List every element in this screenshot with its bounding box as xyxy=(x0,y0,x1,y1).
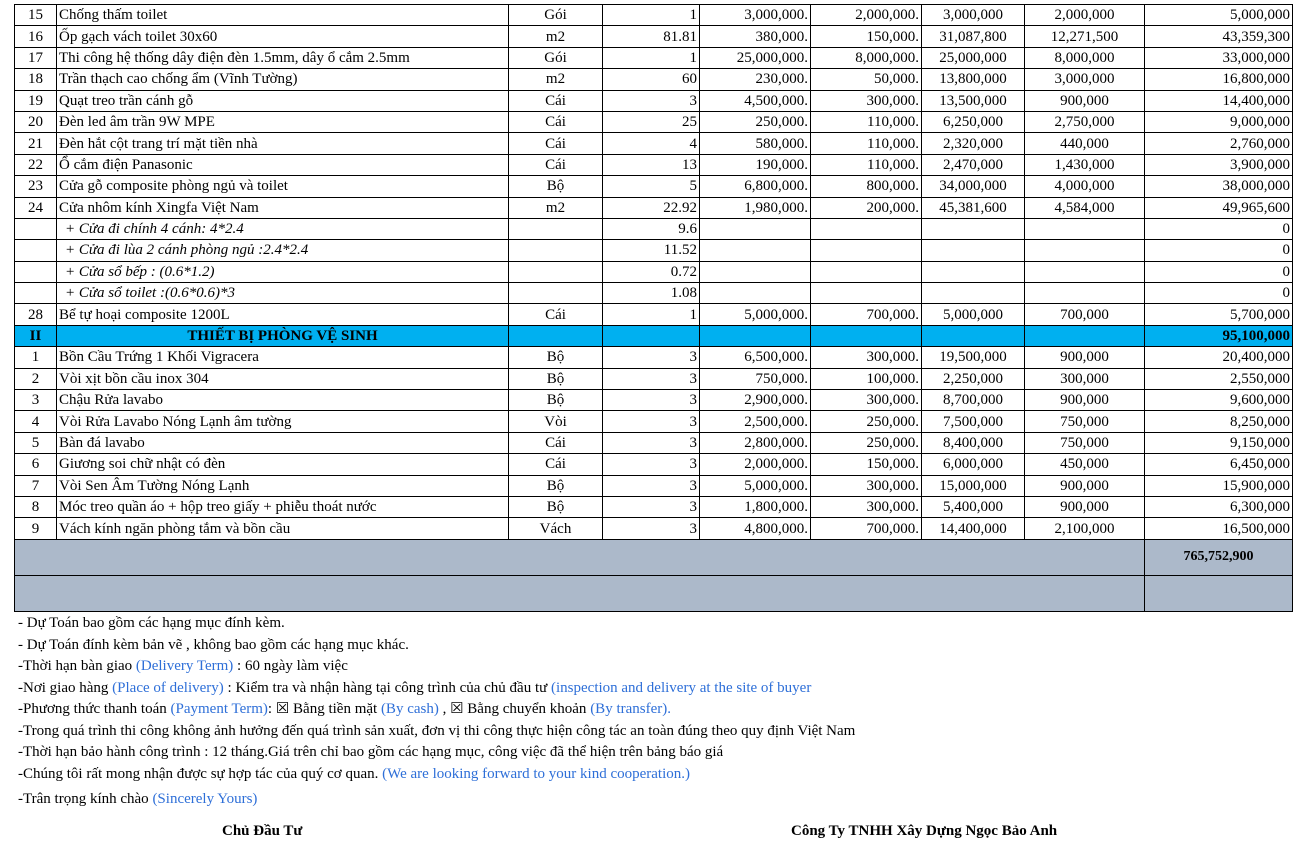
note-payment-term xyxy=(18,699,855,721)
note-text: : ☒ Bằng tiền mặt xyxy=(267,701,381,717)
cell-material-price: 230,000. xyxy=(700,69,811,90)
note-text: -Phương thức thanh toán xyxy=(18,701,171,717)
cell-material-total: 8,700,000 xyxy=(922,390,1025,411)
cell-labor-total xyxy=(1025,325,1145,346)
cell-labor-price xyxy=(811,283,922,304)
cell-stt: 20 xyxy=(15,111,57,132)
cell-total: 6,450,000 xyxy=(1145,454,1293,475)
note-text: - Dự Toán bao gồm các hạng mục đính kèm. xyxy=(18,615,285,631)
note-text-en: (Payment Term) xyxy=(170,701,268,717)
cell-material-price: 250,000. xyxy=(700,111,811,132)
note-line xyxy=(18,635,855,657)
cell-labor-price: 300,000. xyxy=(811,496,922,517)
cell-item-name: Thi công hệ thống dây điện đèn 1.5mm, dây ổ cắm 2.5mm xyxy=(57,47,509,68)
cell-total: 9,150,000 xyxy=(1145,432,1293,453)
grand-total-value: 765,752,900 xyxy=(1145,539,1293,575)
cell-item-name: Vòi Sen Âm Tường Nóng Lạnh xyxy=(57,475,509,496)
cell-item-name: + Cửa đi chính 4 cánh: 4*2.4 xyxy=(57,218,509,239)
cell-unit xyxy=(509,261,603,282)
cell-item-name: Cửa nhôm kính Xingfa Việt Nam xyxy=(57,197,509,218)
cell-material-total: 13,800,000 xyxy=(922,69,1025,90)
note-text: -Trong quá trình thi công không ảnh hưởng đến quá trình sản xuất, đơn vị thi công thực hiện công tác an toàn đúng theo quy định Việt Nam xyxy=(18,722,856,739)
cell-labor-total: 900,000 xyxy=(1025,475,1145,496)
cell-labor-total: 3,000,000 xyxy=(1025,69,1145,90)
cell-qty: 1 xyxy=(603,5,700,26)
cell-material-total: 31,087,800 xyxy=(922,26,1025,47)
cell-material-price: 2,900,000. xyxy=(700,390,811,411)
cell-qty: 3 xyxy=(603,390,700,411)
cell-labor-price: 50,000. xyxy=(811,69,922,90)
cell-qty: 11.52 xyxy=(603,240,700,261)
cell-labor-price: 700,000. xyxy=(811,304,922,325)
cell-material-total: 19,500,000 xyxy=(922,347,1025,368)
cell-stt: 24 xyxy=(15,197,57,218)
cell-labor-total: 300,000 xyxy=(1025,368,1145,389)
cell-qty: 9.6 xyxy=(603,218,700,239)
table-row xyxy=(15,176,1293,197)
cell-labor-price: 110,000. xyxy=(811,111,922,132)
cell-material-price: 2,000,000. xyxy=(700,454,811,475)
cell-qty: 60 xyxy=(603,69,700,90)
note-text-en: (We are looking forward to your kind cooperation.) xyxy=(382,765,691,782)
cell-total: 49,965,600 xyxy=(1145,197,1293,218)
cell-material-price: 1,980,000. xyxy=(700,197,811,218)
cell-material-total: 6,000,000 xyxy=(922,454,1025,475)
table-row xyxy=(15,496,1293,517)
cell-material-total: 7,500,000 xyxy=(922,411,1025,432)
table-row xyxy=(15,154,1293,175)
note-closing xyxy=(18,789,855,811)
cell-total: 9,600,000 xyxy=(1145,390,1293,411)
cell-labor-total: 900,000 xyxy=(1025,90,1145,111)
cell-stt: 21 xyxy=(15,133,57,154)
cell-labor-price: 150,000. xyxy=(811,26,922,47)
cell-stt: 22 xyxy=(15,154,57,175)
cell-stt: 18 xyxy=(15,69,57,90)
note-text: : Kiểm tra và nhận hàng tại công trình của chủ đầu tư xyxy=(223,679,551,696)
cell-labor-price: 300,000. xyxy=(811,90,922,111)
cell-labor-total: 1,430,000 xyxy=(1025,154,1145,175)
table-row xyxy=(15,69,1293,90)
cell-total: 14,400,000 xyxy=(1145,90,1293,111)
cell-stt: 16 xyxy=(15,26,57,47)
cell-stt: 8 xyxy=(15,496,57,517)
cell-total: 38,000,000 xyxy=(1145,176,1293,197)
note-place-of-delivery xyxy=(18,678,855,700)
cell-labor-price: 110,000. xyxy=(811,133,922,154)
cell-labor-total: 750,000 xyxy=(1025,411,1145,432)
cell-labor-total: 440,000 xyxy=(1025,133,1145,154)
table-subrow xyxy=(15,218,1293,239)
cell-labor-price xyxy=(811,218,922,239)
cell-material-price: 580,000. xyxy=(700,133,811,154)
cell-stt xyxy=(15,218,57,239)
cell-labor-price xyxy=(811,261,922,282)
cell-unit: Bộ xyxy=(509,496,603,517)
table-row xyxy=(15,111,1293,132)
cell-labor-total xyxy=(1025,283,1145,304)
cell-unit: Cái xyxy=(509,133,603,154)
cell-material-price xyxy=(700,261,811,282)
cell-item-name: Bể tự hoại composite 1200L xyxy=(57,304,509,325)
cell-material-total: 34,000,000 xyxy=(922,176,1025,197)
cell-qty: 22.92 xyxy=(603,197,700,218)
cell-material-total xyxy=(922,325,1025,346)
cell-labor-total xyxy=(1025,240,1145,261)
cell-item-name: Giương soi chữ nhật có đèn xyxy=(57,454,509,475)
cell-item-name: + Cửa sổ bếp : (0.6*1.2) xyxy=(57,261,509,282)
cell-qty: 0.72 xyxy=(603,261,700,282)
cell-item-name: Bồn Cầu Trứng 1 Khối Vigracera xyxy=(57,347,509,368)
cell-stt: 9 xyxy=(15,518,57,539)
cell-stt: II xyxy=(15,325,57,346)
table-row xyxy=(15,454,1293,475)
cell-qty: 3 xyxy=(603,90,700,111)
table-subrow xyxy=(15,261,1293,282)
cell-item-name: THIẾT BỊ PHÒNG VỆ SINH xyxy=(57,325,509,346)
cell-labor-total xyxy=(1025,218,1145,239)
cell-stt: 6 xyxy=(15,454,57,475)
cell-item-name: + Cửa sổ toilet :(0.6*0.6)*3 xyxy=(57,283,509,304)
cell-total: 15,900,000 xyxy=(1145,475,1293,496)
cell-unit: Cái xyxy=(509,90,603,111)
table-row xyxy=(15,432,1293,453)
cell-unit: Bộ xyxy=(509,475,603,496)
cell-stt: 3 xyxy=(15,390,57,411)
cell-stt: 15 xyxy=(15,5,57,26)
cell-labor-price: 8,000,000. xyxy=(811,47,922,68)
cell-item-name: Đèn led âm trần 9W MPE xyxy=(57,111,509,132)
cell-item-name: Chậu Rửa lavabo xyxy=(57,390,509,411)
cell-item-name: Đèn hắt cột trang trí mặt tiền nhà xyxy=(57,133,509,154)
cell-material-price: 4,800,000. xyxy=(700,518,811,539)
cell-material-price: 750,000. xyxy=(700,368,811,389)
cell-qty: 3 xyxy=(603,368,700,389)
cell-total: 2,550,000 xyxy=(1145,368,1293,389)
cell-labor-price: 800,000. xyxy=(811,176,922,197)
cell-stt xyxy=(15,261,57,282)
cell-stt: 19 xyxy=(15,90,57,111)
cell-total: 0 xyxy=(1145,261,1293,282)
cell-labor-price xyxy=(811,325,922,346)
cell-total: 16,800,000 xyxy=(1145,69,1293,90)
cell-qty: 3 xyxy=(603,411,700,432)
cell-total: 9,000,000 xyxy=(1145,111,1293,132)
cell-unit: Cái xyxy=(509,454,603,475)
cell-material-price: 1,800,000. xyxy=(700,496,811,517)
note-delivery-term xyxy=(18,656,855,678)
cell-stt: 1 xyxy=(15,347,57,368)
cell-qty xyxy=(603,325,700,346)
signature-investor: Chủ Đầu Tư xyxy=(222,823,303,839)
cell-qty: 1 xyxy=(603,47,700,68)
grand-total-row xyxy=(15,539,1293,575)
cell-labor-total: 700,000 xyxy=(1025,304,1145,325)
cell-material-price: 5,000,000. xyxy=(700,304,811,325)
cell-item-name: Cửa gỗ composite phòng ngủ và toilet xyxy=(57,176,509,197)
cell-labor-total: 2,100,000 xyxy=(1025,518,1145,539)
cell-unit: Cái xyxy=(509,432,603,453)
quotation-table xyxy=(14,4,1293,612)
note-text: -Trân trọng kính chào xyxy=(18,791,153,807)
cell-material-total: 3,000,000 xyxy=(922,5,1025,26)
table-row xyxy=(15,47,1293,68)
cell-item-name: Vòi Rửa Lavabo Nóng Lạnh âm tường xyxy=(57,411,509,432)
cell-stt: 23 xyxy=(15,176,57,197)
cell-material-price: 190,000. xyxy=(700,154,811,175)
cell-labor-total: 2,000,000 xyxy=(1025,5,1145,26)
cell-stt: 4 xyxy=(15,411,57,432)
cell-unit: Cái xyxy=(509,304,603,325)
cell-labor-price xyxy=(811,240,922,261)
cell-stt: 2 xyxy=(15,368,57,389)
cell-total: 0 xyxy=(1145,240,1293,261)
cell-unit xyxy=(509,325,603,346)
cell-unit: Bộ xyxy=(509,368,603,389)
cell-material-total xyxy=(922,240,1025,261)
cell-labor-total: 2,750,000 xyxy=(1025,111,1145,132)
cell-labor-price: 700,000. xyxy=(811,518,922,539)
cell-labor-total: 8,000,000 xyxy=(1025,47,1145,68)
cell-material-total xyxy=(922,283,1025,304)
cell-material-total: 8,400,000 xyxy=(922,432,1025,453)
cell-total: 5,000,000 xyxy=(1145,5,1293,26)
cell-item-name: Ốp gạch vách toilet 30x60 xyxy=(57,26,509,47)
cell-labor-total: 450,000 xyxy=(1025,454,1145,475)
cell-unit xyxy=(509,283,603,304)
cell-labor-price: 300,000. xyxy=(811,390,922,411)
cell-material-total xyxy=(922,218,1025,239)
cell-material-price xyxy=(700,240,811,261)
cell-stt: 7 xyxy=(15,475,57,496)
cell-labor-price: 150,000. xyxy=(811,454,922,475)
cell-item-name: + Cửa đi lùa 2 cánh phòng ngủ :2.4*2.4 xyxy=(57,240,509,261)
cell-material-total: 2,250,000 xyxy=(922,368,1025,389)
cell-material-total: 14,400,000 xyxy=(922,518,1025,539)
cell-item-name: Vách kính ngăn phòng tắm và bồn cầu xyxy=(57,518,509,539)
cell-item-name: Vòi xịt bồn cầu inox 304 xyxy=(57,368,509,389)
cell-unit: Cái xyxy=(509,111,603,132)
cell-stt xyxy=(15,283,57,304)
cell-qty: 3 xyxy=(603,347,700,368)
cell-item-name: Chống thấm toilet xyxy=(57,5,509,26)
cell-unit: Cái xyxy=(509,154,603,175)
cell-material-total: 25,000,000 xyxy=(922,47,1025,68)
cell-labor-total: 4,584,000 xyxy=(1025,197,1145,218)
cell-total: 6,300,000 xyxy=(1145,496,1293,517)
cell-material-total: 13,500,000 xyxy=(922,90,1025,111)
table-row xyxy=(15,411,1293,432)
cell-total: 3,900,000 xyxy=(1145,154,1293,175)
cell-unit xyxy=(509,218,603,239)
cell-stt: 5 xyxy=(15,432,57,453)
cell-labor-price: 300,000. xyxy=(811,475,922,496)
cell-labor-total: 4,000,000 xyxy=(1025,176,1145,197)
table-row xyxy=(15,304,1293,325)
cell-total: 2,760,000 xyxy=(1145,133,1293,154)
cell-qty: 81.81 xyxy=(603,26,700,47)
cell-material-price xyxy=(700,283,811,304)
cell-labor-price: 100,000. xyxy=(811,368,922,389)
cell-total: 0 xyxy=(1145,218,1293,239)
cell-item-name: Ổ cắm điện Panasonic xyxy=(57,154,509,175)
cell-qty: 25 xyxy=(603,111,700,132)
cell-material-price: 6,500,000. xyxy=(700,347,811,368)
grand-total-label-cell xyxy=(15,539,1145,575)
terms-notes xyxy=(18,613,855,811)
note-text-en: (By transfer). xyxy=(590,701,671,717)
cell-total: 0 xyxy=(1145,283,1293,304)
quotation-table-body xyxy=(15,5,1293,612)
cell-qty: 4 xyxy=(603,133,700,154)
cell-qty: 3 xyxy=(603,518,700,539)
note-cooperation xyxy=(18,764,855,786)
cell-qty: 3 xyxy=(603,496,700,517)
table-row xyxy=(15,390,1293,411)
table-row xyxy=(15,347,1293,368)
cell-material-price: 2,500,000. xyxy=(700,411,811,432)
cell-labor-total: 900,000 xyxy=(1025,496,1145,517)
cell-unit xyxy=(509,240,603,261)
cell-qty: 1 xyxy=(603,304,700,325)
cell-total: 8,250,000 xyxy=(1145,411,1293,432)
note-text: : 60 ngày làm việc xyxy=(233,658,348,674)
cell-material-price: 380,000. xyxy=(700,26,811,47)
cell-material-price: 4,500,000. xyxy=(700,90,811,111)
cell-labor-price: 250,000. xyxy=(811,411,922,432)
note-text: - Dự Toán đính kèm bản vẽ , không bao gồm các hạng mục khác. xyxy=(18,636,409,653)
table-row xyxy=(15,475,1293,496)
cell-unit: Gói xyxy=(509,47,603,68)
cell-total: 95,100,000 xyxy=(1145,325,1293,346)
note-line xyxy=(18,742,855,764)
cell-material-total: 15,000,000 xyxy=(922,475,1025,496)
note-line xyxy=(18,721,855,743)
table-row xyxy=(15,5,1293,26)
cell-material-total: 5,400,000 xyxy=(922,496,1025,517)
cell-total: 33,000,000 xyxy=(1145,47,1293,68)
cell-labor-price: 2,000,000. xyxy=(811,5,922,26)
note-text-en: (Place of delivery) xyxy=(112,679,224,696)
cell-labor-price: 300,000. xyxy=(811,347,922,368)
table-row xyxy=(15,518,1293,539)
cell-material-total: 5,000,000 xyxy=(922,304,1025,325)
note-text-en: (Sincerely Yours) xyxy=(152,791,258,807)
table-row xyxy=(15,90,1293,111)
table-subrow xyxy=(15,283,1293,304)
cell-material-total: 2,470,000 xyxy=(922,154,1025,175)
note-text: -Thời hạn bảo hành công trình : 12 tháng.Giá trên chỉ bao gồm các hạng mục, công việc đã thể hiện trên bảng báo giá xyxy=(18,744,724,760)
cell-material-price xyxy=(700,325,811,346)
note-text: -Nơi giao hàng xyxy=(18,679,113,696)
cell-material-total: 45,381,600 xyxy=(922,197,1025,218)
note-text: -Thời hạn bàn giao xyxy=(18,658,136,674)
cell-labor-price: 250,000. xyxy=(811,432,922,453)
table-subrow xyxy=(15,240,1293,261)
cell-material-price: 3,000,000. xyxy=(700,5,811,26)
empty-summary-row xyxy=(15,575,1293,611)
table-row xyxy=(15,133,1293,154)
cell-total: 43,359,300 xyxy=(1145,26,1293,47)
cell-unit: Vòi xyxy=(509,411,603,432)
note-text-en: (Delivery Term) xyxy=(135,658,234,674)
table-row xyxy=(15,26,1293,47)
cell-qty: 3 xyxy=(603,432,700,453)
cell-material-total: 6,250,000 xyxy=(922,111,1025,132)
cell-total: 16,500,000 xyxy=(1145,518,1293,539)
note-text-en: (By cash) xyxy=(380,701,439,717)
cell-unit: m2 xyxy=(509,197,603,218)
cell-unit: Vách xyxy=(509,518,603,539)
cell-unit: Bộ xyxy=(509,390,603,411)
table-row xyxy=(15,197,1293,218)
cell-material-total: 2,320,000 xyxy=(922,133,1025,154)
cell-qty: 13 xyxy=(603,154,700,175)
empty-cell xyxy=(1145,575,1293,611)
cell-material-price: 25,000,000. xyxy=(700,47,811,68)
cell-labor-price: 110,000. xyxy=(811,154,922,175)
cell-stt: 17 xyxy=(15,47,57,68)
signature-company: Công Ty TNHH Xây Dựng Ngọc Bảo Anh xyxy=(791,823,1058,839)
cell-item-name: Trần thạch cao chống ẩm (Vĩnh Tường) xyxy=(57,69,509,90)
cell-stt: 28 xyxy=(15,304,57,325)
cell-qty: 3 xyxy=(603,454,700,475)
empty-cell xyxy=(15,575,1145,611)
note-text: -Chúng tôi rất mong nhận được sự hợp tác của quý cơ quan. xyxy=(18,765,383,782)
cell-labor-total: 900,000 xyxy=(1025,390,1145,411)
cell-unit: Bộ xyxy=(509,347,603,368)
cell-labor-price: 200,000. xyxy=(811,197,922,218)
cell-item-name: Bàn đá lavabo xyxy=(57,432,509,453)
cell-labor-total xyxy=(1025,261,1145,282)
cell-unit: Gói xyxy=(509,5,603,26)
cell-material-price: 5,000,000. xyxy=(700,475,811,496)
cell-item-name: Móc treo quần áo + hộp treo giấy + phiễu thoát nước xyxy=(57,496,509,517)
cell-item-name: Quạt treo trần cánh gỗ xyxy=(57,90,509,111)
cell-qty: 3 xyxy=(603,475,700,496)
cell-qty: 5 xyxy=(603,176,700,197)
cell-unit: m2 xyxy=(509,26,603,47)
cell-material-price: 6,800,000. xyxy=(700,176,811,197)
cell-total: 5,700,000 xyxy=(1145,304,1293,325)
cell-material-price: 2,800,000. xyxy=(700,432,811,453)
cell-total: 20,400,000 xyxy=(1145,347,1293,368)
section-header-row xyxy=(15,325,1293,346)
cell-labor-total: 750,000 xyxy=(1025,432,1145,453)
cell-unit: Bộ xyxy=(509,176,603,197)
cell-material-price xyxy=(700,218,811,239)
cell-labor-total: 900,000 xyxy=(1025,347,1145,368)
cell-qty: 1.08 xyxy=(603,283,700,304)
cell-stt xyxy=(15,240,57,261)
note-line xyxy=(18,613,855,635)
table-row xyxy=(15,368,1293,389)
cell-unit: m2 xyxy=(509,69,603,90)
note-text: , ☒ Bằng chuyển khoản xyxy=(438,701,591,717)
cell-material-total xyxy=(922,261,1025,282)
note-text-en: (inspection and delivery at the site of buyer xyxy=(551,679,812,696)
cell-labor-total: 12,271,500 xyxy=(1025,26,1145,47)
